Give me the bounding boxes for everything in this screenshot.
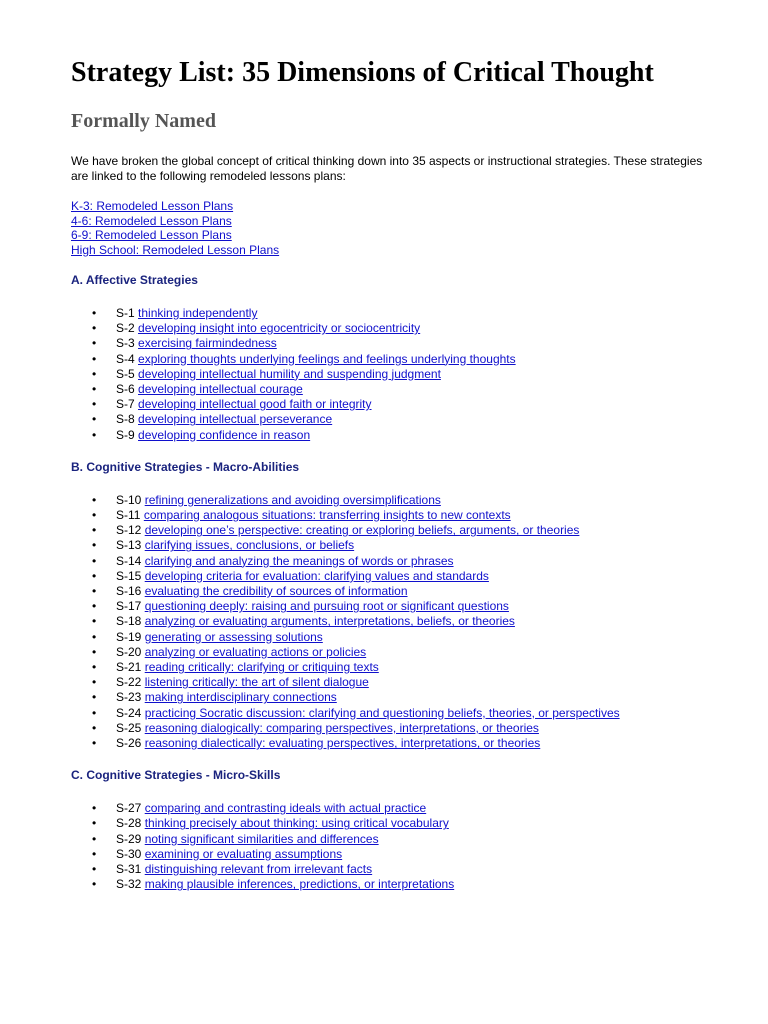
strategy-code: S-20: [116, 644, 142, 659]
list-item: [71, 569, 721, 584]
list-item: [71, 847, 721, 862]
strategy-code: S-23: [116, 690, 142, 705]
list-item: [71, 508, 721, 523]
strategy-link[interactable]: comparing analogous situations: transferring insights to new contexts: [143, 508, 511, 523]
strategy-code: S-32: [116, 877, 142, 892]
bullet-icon: •: [92, 877, 97, 892]
page-title: Strategy List: 35 Dimensions of Critical Thought: [71, 57, 654, 88]
list-item: [71, 660, 721, 675]
list-item: [71, 584, 721, 599]
list-item: [71, 321, 721, 336]
section-affective: [71, 273, 721, 443]
strategy-code: S-27: [116, 801, 142, 816]
strategy-code: S-25: [116, 720, 142, 735]
strategy-link[interactable]: exercising fairmindedness: [138, 336, 277, 351]
strategy-link[interactable]: examining or evaluating assumptions: [144, 846, 343, 861]
strategy-code: S-30: [116, 846, 142, 861]
bullet-icon: •: [92, 801, 97, 816]
strategy-link[interactable]: practicing Socratic discussion: clarifying and questioning beliefs, theories, or perspectives: [144, 705, 620, 720]
list-item: [71, 382, 721, 397]
list-item: [71, 645, 721, 660]
bullet-icon: •: [92, 568, 97, 583]
strategy-code: S-31: [116, 862, 142, 877]
strategy-code: S-12: [116, 523, 142, 538]
bullet-icon: •: [92, 427, 97, 442]
list-item: [71, 614, 721, 629]
bullet-icon: •: [92, 321, 97, 336]
strategy-code: S-8: [116, 412, 135, 427]
list-item: [71, 367, 721, 382]
bullet-icon: •: [92, 816, 97, 831]
list-item: [71, 352, 721, 367]
strategy-link[interactable]: thinking independently: [138, 306, 258, 320]
list-item: [71, 397, 721, 412]
list-item: [71, 336, 721, 351]
list-item: [71, 554, 721, 569]
section-macro-abilities: [71, 460, 721, 751]
section-heading: B. Cognitive Strategies - Macro-Abilities: [71, 459, 300, 474]
strategy-code: S-19: [116, 629, 142, 644]
list-item: [71, 428, 721, 443]
strategy-link[interactable]: distinguishing relevant from irrelevant facts: [144, 862, 373, 877]
bullet-icon: •: [92, 862, 97, 877]
link-k3-plans[interactable]: K-3: Remodeled Lesson Plans: [71, 199, 234, 213]
list-item: [71, 523, 721, 538]
bullet-icon: •: [92, 508, 97, 523]
strategy-link[interactable]: analyzing or evaluating arguments, interpretations, beliefs, or theories: [144, 614, 515, 629]
bullet-icon: •: [92, 831, 97, 846]
bullet-icon: •: [92, 412, 97, 427]
bullet-icon: •: [92, 675, 97, 690]
link-4-6-plans[interactable]: 4-6: Remodeled Lesson Plans: [71, 213, 232, 228]
strategy-code: S-22: [116, 675, 142, 690]
list-item: [71, 801, 721, 816]
bullet-icon: •: [92, 720, 97, 735]
list-item: [71, 412, 721, 427]
strategy-link[interactable]: reasoning dialogically: comparing perspectives, interpretations, or theories: [144, 720, 539, 735]
strategy-link[interactable]: analyzing or evaluating actions or policies: [144, 644, 367, 659]
lesson-plan-links: [71, 199, 721, 257]
strategy-link[interactable]: developing intellectual humility and suspending judgment: [138, 366, 441, 381]
bullet-icon: •: [92, 614, 97, 629]
list-item: [71, 538, 721, 553]
strategy-code: S-17: [116, 599, 142, 614]
strategy-link[interactable]: generating or assessing solutions: [144, 629, 323, 644]
strategy-code: S-6: [116, 382, 135, 397]
link-high-school-plans[interactable]: High School: Remodeled Lesson Plans: [71, 242, 280, 257]
strategy-list: [71, 306, 721, 443]
strategy-code: S-1: [116, 306, 135, 320]
bullet-icon: •: [92, 584, 97, 599]
strategy-link[interactable]: reading critically: clarifying or critiquing texts: [144, 660, 379, 675]
bullet-icon: •: [92, 492, 97, 507]
bullet-icon: •: [92, 538, 97, 553]
strategy-link[interactable]: developing intellectual good faith or integrity: [138, 397, 372, 412]
strategy-code: S-4: [116, 351, 135, 366]
strategy-code: S-21: [116, 660, 142, 675]
strategy-code: S-14: [116, 553, 142, 568]
bullet-icon: •: [92, 846, 97, 861]
strategy-code: S-10: [116, 492, 142, 507]
section-heading: C. Cognitive Strategies - Micro-Skills: [71, 768, 281, 783]
strategy-code: S-9: [116, 427, 135, 442]
strategy-link[interactable]: clarifying and analyzing the meanings of words or phrases: [144, 553, 454, 568]
strategy-link[interactable]: developing criteria for evaluation: clarifying values and standards: [144, 568, 489, 583]
strategy-link[interactable]: reasoning dialectically: evaluating perspectives, interpretations, or theories: [144, 736, 541, 751]
strategy-link[interactable]: noting significant similarities and differences: [144, 831, 379, 846]
strategy-code: S-5: [116, 366, 135, 381]
intro-paragraph: We have broken the global concept of critical thinking down into 35 aspects or instructional strategies. These strategies are linked to the following remodeled lessons plans:: [71, 154, 703, 183]
list-item: [71, 630, 721, 645]
strategy-code: S-15: [116, 568, 142, 583]
bullet-icon: •: [92, 366, 97, 381]
list-item: [71, 599, 721, 614]
bullet-icon: •: [92, 553, 97, 568]
bullet-icon: •: [92, 736, 97, 751]
bullet-icon: •: [92, 382, 97, 397]
section-micro-skills: [71, 768, 721, 892]
strategy-code: S-2: [116, 321, 135, 336]
strategy-link[interactable]: developing intellectual perseverance: [138, 412, 333, 427]
strategy-link[interactable]: developing one’s perspective: creating or exploring beliefs, arguments, or theories: [144, 523, 580, 538]
strategy-link[interactable]: exploring thoughts underlying feelings and feelings underlying thoughts: [138, 351, 516, 366]
list-item: [71, 306, 721, 321]
list-item: [71, 736, 721, 751]
strategy-link[interactable]: questioning deeply: raising and pursuing root or significant questions: [144, 599, 509, 614]
list-item: [71, 690, 721, 705]
bullet-icon: •: [92, 599, 97, 614]
strategy-code: S-16: [116, 584, 142, 599]
strategy-link[interactable]: thinking precisely about thinking: using critical vocabulary: [144, 816, 449, 831]
strategy-code: S-28: [116, 816, 142, 831]
bullet-icon: •: [92, 306, 97, 320]
strategy-link[interactable]: developing insight into egocentricity or sociocentricity: [138, 321, 421, 336]
bullet-icon: •: [92, 660, 97, 675]
strategy-code: S-3: [116, 336, 135, 351]
document-page: [71, 56, 721, 893]
list-item: [71, 832, 721, 847]
list-item: [71, 862, 721, 877]
bullet-icon: •: [92, 705, 97, 720]
strategy-code: S-11: [116, 508, 141, 523]
strategy-link[interactable]: comparing and contrasting ideals with actual practice: [144, 801, 427, 816]
bullet-icon: •: [92, 336, 97, 351]
strategy-code: S-24: [116, 705, 142, 720]
strategy-code: S-18: [116, 614, 142, 629]
bullet-icon: •: [92, 629, 97, 644]
strategy-link[interactable]: making plausible inferences, predictions, or interpretations: [144, 877, 455, 892]
strategy-list: [71, 801, 721, 892]
strategy-link[interactable]: evaluating the credibility of sources of information: [144, 584, 408, 599]
list-item: [71, 706, 721, 721]
strategy-link[interactable]: listening critically: the art of silent dialogue: [144, 675, 369, 690]
strategy-code: S-7: [116, 397, 135, 412]
strategy-code: S-26: [116, 736, 142, 751]
strategy-link[interactable]: clarifying issues, conclusions, or beliefs: [144, 538, 355, 553]
strategy-link[interactable]: refining generalizations and avoiding oversimplifications: [144, 492, 441, 507]
list-item: [71, 877, 721, 892]
list-item: [71, 493, 721, 508]
bullet-icon: •: [92, 644, 97, 659]
bullet-icon: •: [92, 690, 97, 705]
strategy-list: [71, 493, 721, 751]
bullet-icon: •: [92, 523, 97, 538]
strategy-code: S-13: [116, 538, 142, 553]
link-6-9-plans[interactable]: 6-9: Remodeled Lesson Plans: [71, 228, 232, 242]
bullet-icon: •: [92, 351, 97, 366]
list-item: [71, 816, 721, 831]
strategy-link[interactable]: developing intellectual courage: [138, 382, 303, 397]
bullet-icon: •: [92, 397, 97, 412]
list-item: [71, 721, 721, 736]
strategy-link[interactable]: developing confidence in reason: [138, 427, 311, 442]
list-item: [71, 675, 721, 690]
page-subtitle: Formally Named: [71, 110, 216, 132]
strategy-link[interactable]: making interdisciplinary connections: [144, 690, 337, 705]
section-heading: A. Affective Strategies: [71, 273, 198, 287]
strategy-code: S-29: [116, 831, 142, 846]
